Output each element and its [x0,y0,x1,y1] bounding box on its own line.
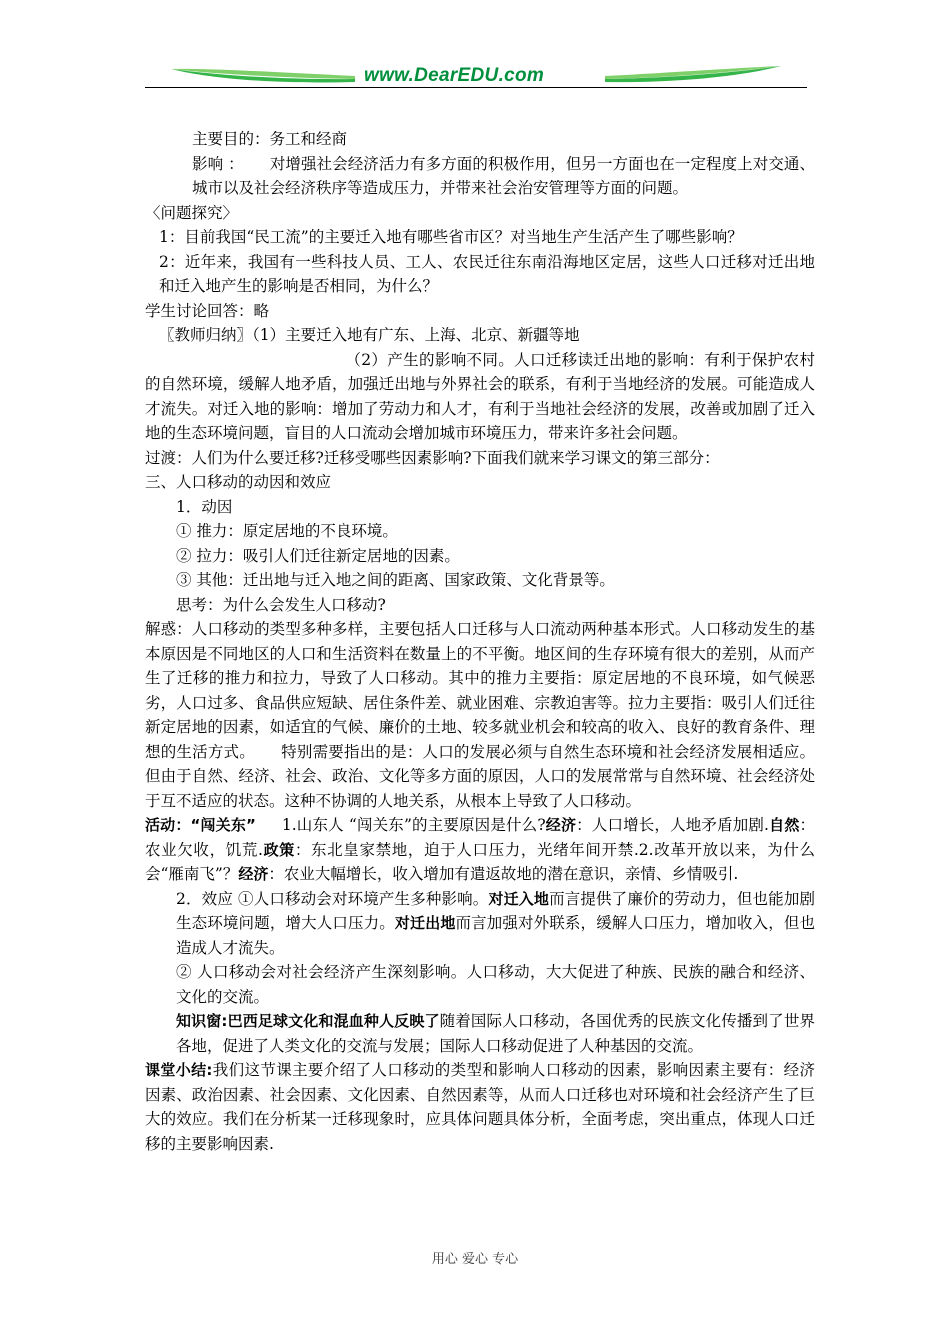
activity-text-c: ：农业欠收，饥荒. [145,816,815,859]
other-factor: ③ 其他：迁出地与迁入地之间的距离、国家政策、文化背景等。 [176,571,615,589]
activity-text-d: ：东北皇家禁地，迫于人口压力，光绪年间开禁.2.改革开放以来，为什么会“雁南飞”？ [145,840,815,883]
pull-factor: ② 拉力：吸引人们迁往新定居地的因素。 [176,546,460,565]
question-2: 2：近年来，我国有一些科技人员、工人、农民迁往东南沿海地区定居，这些人口迁移对迁出地和迁入地产生的影响是否相同，为什么？ [159,252,815,295]
explanation-text-a: 解惑：人口移动的类型多种多样，主要包括人口迁移与人口流动两种基本形式。人口移动发生的基本原因是不同地区的人口和生活资料在数量上的不平衡。地区间的生存环境有很大的差别，从而产生了迁移的推力和拉力，导致了人口移动。其中的推力主要指：原定居地的不良环境，如气候恶劣，人口过多、食品供应短缺、居住条件差、就业困难、宗教迫害等。拉力主要指：吸引人们迁往新定居地的因素，如适宜的气候、廉价的土地、较多就业机会和较高的收入、良好的教育条件、理想的生活方式。 [145,620,815,761]
impact-label: 影响 ： [192,154,244,173]
activity-label: 活动：“闯关东” [145,816,256,834]
teacher-summary-2-text: （2）产生的影响不同。人口迁移读迁出地的影响：有利于保护农村的自然环境，缓解人地矛盾，加强迁出地与外界社会的联系，有利于当地经济的发展。可能造成人才流失。对迁入地的影响：增加了劳动力和人才，有利于当地社会经济的发展，改善或加剧了迁入地的生态环境问题，盲目的人口流动会增加城市环境压力，带来许多社会问题。 [145,350,815,442]
effect-text-c: 而言加强对外联系，缓解人口压力，增加收入，但也造成人才流失。 [176,914,815,957]
header-rule [145,87,807,88]
activity-text-a: 1.山东人 “闯关东”的主要原因是什么? [281,816,546,834]
section-3-heading: 三、人口移动的动因和效应 [145,473,332,491]
effect-text-b: 而言提供了廉价的劳动力，但也能加剧生态环境问题，增大人口压力。 [176,889,815,932]
teacher-summary-2 [145,348,815,446]
effect-2: ② 人口移动会对社会经济产生深刻影响。人口移动，大大促进了种族、民族的融合和经济、文化的交流。 [176,963,815,1006]
teacher-summary-1: 〖教师归纳〗（1）主要迁入地有广东、上海、北京、新疆等地 [159,326,580,344]
document-body [145,127,815,1156]
effect-text-a: 2．效应 ①人口移动会对环境产生多种影响。 [176,889,489,908]
cause-heading: 1．动因 [176,497,233,516]
impact-text: 对增强社会经济活力有多方面的积极作用，但另一方面也在一定程度上对交通、城市以及社会经济秩序等造成压力，并带来社会治安管理等方面的问题。 [192,154,815,197]
keyword-origin: 对迁出地 [394,914,456,932]
explanation-paragraph [145,617,815,813]
think-question: 思考：为什么会发生人口移动? [176,595,386,614]
push-factor: ① 推力：原定居地的不良环境。 [176,522,398,540]
class-summary [145,1058,815,1156]
page-footer: 用心 爱心 专心 [431,1252,519,1267]
activity-text-e: ：农业大幅增长，收入增加有遣返故地的潜在意识，亲情、乡情吸引. [268,865,739,883]
student-answer: 学生讨论回答：略 [145,301,270,320]
activity-text-b: ：人口增长，人地矛盾加剧. [576,816,769,834]
keyword-destination: 对迁入地 [488,889,550,908]
summary-label: 课堂小结: [145,1061,213,1079]
explanation-text-b: 特别需要指出的是：人口的发展必须与自然生态环境和社会经济发展相适应。但由于自然、经济、社会、政治、文化等多方面的原因，人口的发展常常与自然环境、社会经济处于互不适应的状态。这种不协调的人地关系，从根本上导致了人口移动。 [145,742,815,810]
summary-text: 我们这节课主要介绍了人口移动的类型和影响人口移动的因素，影响因素主要有：经济因素、政治因素、社会因素、文化因素、自然因素等，从而人口迁移也对环境和社会经济产生了巨大的效应。我们在分析某一迁移现象时，应具体问题具体分析，全面考虑，突出重点，体现人口迁移的主要影响因素. [145,1061,815,1153]
activity-paragraph [145,813,815,887]
impact-paragraph [145,152,815,201]
effect-paragraph [145,887,815,961]
knowledge-window [145,1009,815,1058]
keyword-economy: 经济 [545,816,577,834]
knowledge-text: 随着国际人口移动，各国优秀的民族文化传播到了世界各地，促进了人类文化的交流与发展；国际人口移动促进了人种基因的交流。 [176,1012,815,1055]
inquiry-heading: 〈问题探究〉 [145,203,239,222]
main-purpose-line: 主要目的：务工和经商 [192,130,348,148]
keyword-nature: 自然 [769,816,800,834]
keyword-policy: 政策 [262,840,295,859]
keyword-economy-2: 经济 [238,865,269,883]
question-1: 1：目前我国“民工流”的主要迁入地有哪些省市区？对当地生产生活产生了哪些影响？ [159,228,743,246]
knowledge-label: 知识窗:巴西足球文化和混血种人反映了 [176,1012,440,1030]
site-logo-text[interactable]: www.DearEDU.com [364,65,545,86]
transition-line: 过渡：人们为什么要迁移?迁移受哪些因素影响?下面我们就来学习课文的第三部分： [145,448,720,467]
